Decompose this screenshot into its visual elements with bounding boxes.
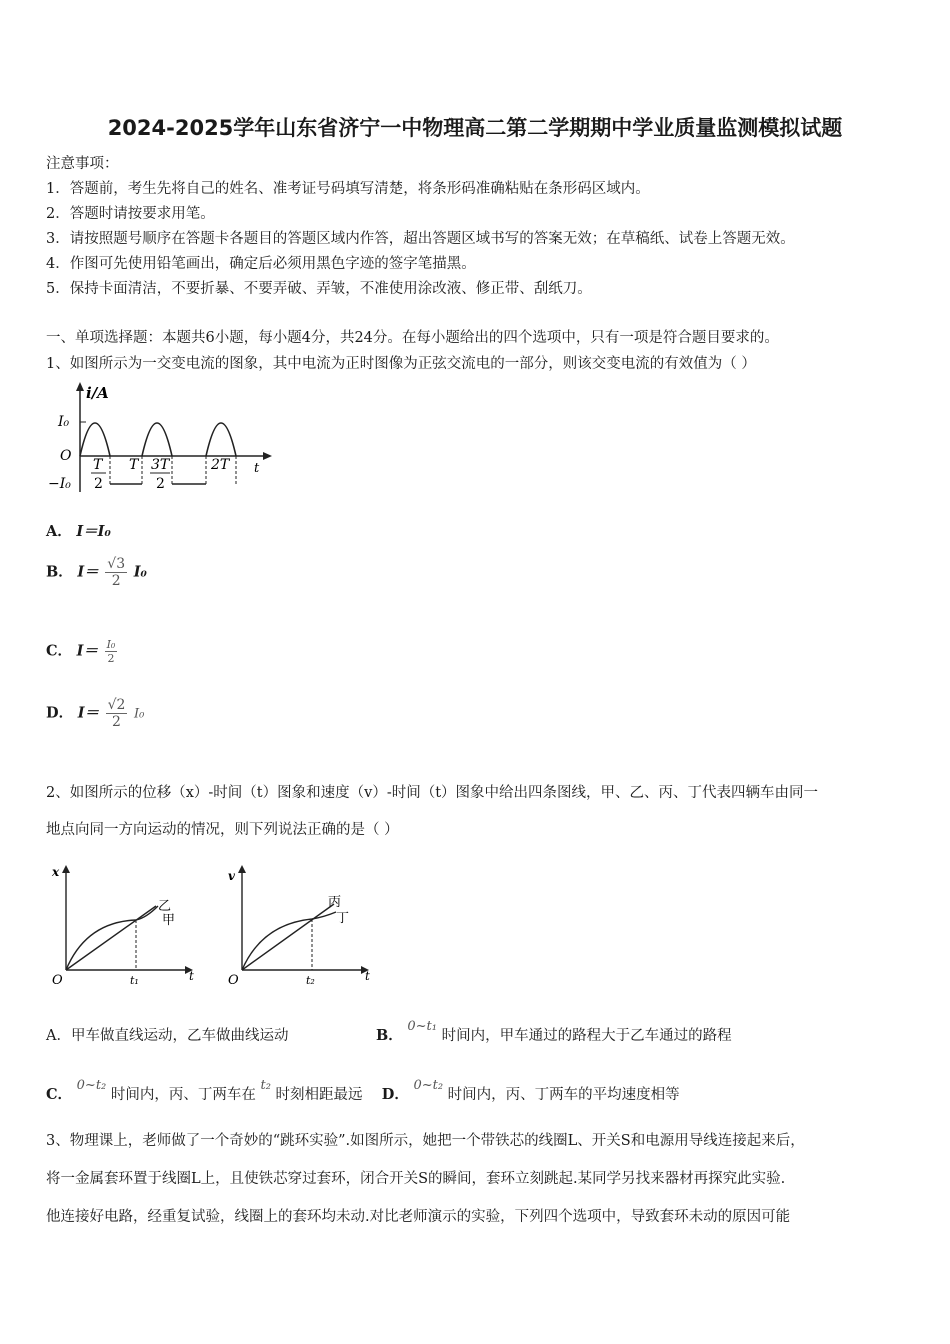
q2a-origin: O <box>52 973 63 988</box>
q1-xtick-3t-den: 2 <box>156 476 165 492</box>
q1-option-b-num: √3 <box>107 556 126 572</box>
q2-option-b-label: B． <box>376 1027 403 1044</box>
q2a-y-arrow <box>62 865 70 873</box>
q1-option-b-fraction <box>105 556 127 589</box>
q1-option-b-den: 2 <box>111 573 121 589</box>
q1-xtick-t: T <box>129 457 139 473</box>
q2a-label-yi: 乙 <box>158 899 172 914</box>
q1-half-wave-1 <box>80 423 110 456</box>
q2-vt-graph <box>222 862 382 990</box>
q2a-label-jia: 甲 <box>162 913 176 928</box>
notice-item-4: 4．作图可先使用铅笔画出，确定后必须用黑色字迹的签字笔描黑。 <box>46 256 476 272</box>
q2-option-b-text: 时间内，甲车通过的路程大于乙车通过的路程 <box>441 1028 732 1044</box>
q2a-y-label: x <box>52 865 60 879</box>
q2a-line-jia <box>66 906 156 970</box>
q2b-y-label: v <box>228 869 235 883</box>
q2b-tick-t2: t₂ <box>306 974 315 987</box>
q2-stem-line2: 地点向同一方向运动的情况，则下列说法正确的是（ ） <box>46 822 399 838</box>
q1-option-c-label: C． <box>46 642 73 660</box>
q2-option-d-math: 0~t₂ <box>413 1078 444 1093</box>
q2a-tick-t1: t₁ <box>130 974 139 987</box>
q2-option-c-text2: 时刻相距最远 <box>275 1087 363 1103</box>
q1-option-d-label: D． <box>46 704 74 722</box>
q2a-x-label: t <box>189 969 194 983</box>
q2-option-d-label: D． <box>381 1086 409 1103</box>
q2-stem-line1: 2、如图所示的位移（x）-时间（t）图象和速度（v）-时间（t）图象中给出四条图线，甲、乙、丙、丁代表四辆车由同一 <box>46 785 819 801</box>
q1-option-d-den: 2 <box>112 714 121 730</box>
q2b-line-bing <box>242 904 334 970</box>
q2-option-b-math: 0~t₁ <box>407 1019 437 1034</box>
q2-option-a[interactable]: A．甲车做直线运动，乙车做曲线运动 <box>46 1028 289 1044</box>
q1-option-d-fraction <box>106 697 128 730</box>
q1-option-b-lhs: I＝ <box>77 563 99 581</box>
q1-current-graph <box>46 380 276 498</box>
q1-half-wave-2 <box>142 423 172 456</box>
q1-option-c-lhs: I＝ <box>76 642 98 660</box>
q2-option-c[interactable] <box>46 1078 680 1104</box>
q1-option-b-label: B． <box>46 563 73 581</box>
q1-option-c-num: I₀ <box>106 638 116 651</box>
q1-option-d-rhs: I₀ <box>134 706 145 722</box>
q1-option-c[interactable] <box>46 638 119 665</box>
q1-option-a-label: A． <box>46 523 72 540</box>
q1-option-b-rhs: I₀ <box>133 563 147 581</box>
page-title: 2024-2025学年山东省济宁一中物理高二第二学期期中学业质量监测模拟试题 <box>107 116 843 140</box>
q1-option-d[interactable] <box>46 697 144 730</box>
q1-origin: O <box>60 448 72 464</box>
q1-y-arrow <box>76 382 84 391</box>
q1-tick-i0: I₀ <box>58 414 70 430</box>
q1-option-c-fraction <box>105 638 118 665</box>
q1-xtick-t-half-den: 2 <box>94 476 103 492</box>
q1-stem: 1、如图所示为一交变电流的图象，其中电流为正时图像为正弦交流电的一部分，则该交变电流的有效值为（ ） <box>46 356 756 372</box>
q2-option-c-text1: 时间内，丙、丁两车在 <box>110 1087 256 1103</box>
q2b-label-bing: 丙 <box>328 895 342 910</box>
q1-x-arrow <box>263 452 272 460</box>
q1-option-a[interactable] <box>46 520 111 541</box>
q2-option-c-math2: t₂ <box>260 1078 271 1093</box>
q2b-curve-ding <box>242 912 336 970</box>
q3-line1: 3、物理课上，老师做了一个奇妙的“跳环实验”.如图所示，她把一个带铁芯的线圈L、开关S和电源用导线连接起来后， <box>46 1133 805 1149</box>
q1-x-label: t <box>254 461 260 476</box>
q2-option-c-label: C． <box>46 1086 73 1103</box>
q1-half-wave-3 <box>206 423 236 456</box>
q2b-y-arrow <box>238 865 246 873</box>
q1-option-b[interactable] <box>46 556 147 589</box>
notice-item-3: 3．请按照题号顺序在答题卡各题目的答题区域内作答，超出答题区域书写的答案无效；在草稿纸、试卷上答题无效。 <box>46 231 795 247</box>
q1-option-a-text: I＝I₀ <box>76 523 111 540</box>
notice-item-2: 2．答题时请按要求用笔。 <box>46 206 215 222</box>
notice-item-5: 5．保持卡面清洁，不要折暴、不要弄破、弄皱，不准使用涂改液、修正带、刮纸刀。 <box>46 281 592 297</box>
q1-option-c-den: 2 <box>107 652 115 665</box>
q1-xtick-t-half-num: T <box>93 457 103 473</box>
q1-tick-neg-i0: −I₀ <box>48 476 71 492</box>
q1-option-d-num: √2 <box>107 697 126 713</box>
q3-line3: 他连接好电路，经重复试验，线圈上的套环均未动.对比老师演示的实验，下列四个选项中，导致套环未动的原因可能 <box>46 1209 791 1225</box>
q2b-label-ding: 丁 <box>336 911 350 926</box>
q1-xtick-2t: 2T <box>211 457 230 473</box>
q2-option-d-text: 时间内，丙、丁两车的平均速度相等 <box>447 1087 680 1103</box>
q3-line2: 将一金属套环置于线圈L上，且使铁芯穿过套环，闭合开关S的瞬间，套环立刻跳起.某同学另找来器材再探究此实验. <box>46 1171 786 1187</box>
q1-option-d-lhs: I＝ <box>77 704 99 722</box>
q2-option-b[interactable] <box>376 1019 732 1045</box>
notice-heading: 注意事项： <box>46 156 119 172</box>
q1-y-label: i/A <box>86 384 109 402</box>
q2b-x-label: t <box>365 969 370 983</box>
section-heading: 一、单项选择题：本题共6小题，每小题4分，共24分。在每小题给出的四个选项中，只有一项是符合题目要求的。 <box>46 330 779 346</box>
q1-xtick-3t-num: 3T <box>151 457 170 473</box>
q2b-origin: O <box>228 973 239 988</box>
q2-xt-graph <box>46 862 206 990</box>
q2-option-c-math: 0~t₂ <box>76 1078 107 1093</box>
notice-item-1: 1．答题前，考生先将自己的姓名、准考证号码填写清楚，将条形码准确粘贴在条形码区域内。 <box>46 181 650 197</box>
